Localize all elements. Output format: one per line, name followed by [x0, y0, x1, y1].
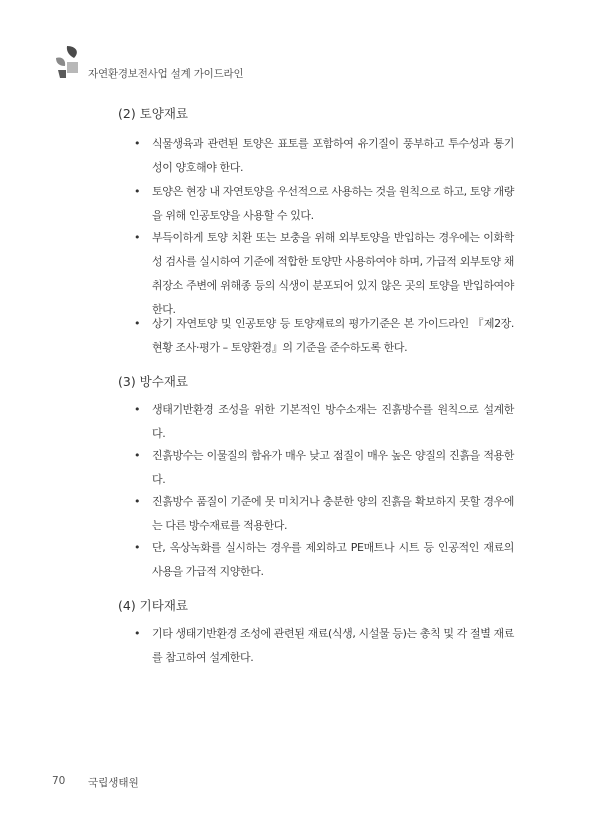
leaf-logo-icon [54, 44, 84, 80]
bullet-icon: • [134, 185, 141, 198]
list-item [134, 226, 514, 322]
header-title: 자연환경보전사업 설계 가이드라인 [88, 68, 244, 80]
bullet-icon: • [134, 403, 141, 416]
footer-organization: 국립생태원 [88, 777, 139, 789]
bullet-icon: • [134, 317, 141, 330]
bullet-text: 식물생육과 관련된 토양은 표토를 포함하여 유기질이 풍부하고 투수성과 통기성이 양호해야 한다. [152, 137, 514, 174]
bullet-icon: • [134, 495, 141, 508]
bullet-text: 토양은 현장 내 자연토양을 우선적으로 사용하는 것을 원칙으로 하고, 토양 개량을 위해 인공토양을 사용할 수 있다. [152, 185, 514, 222]
list-item [134, 444, 514, 492]
bullet-text: 부득이하게 토양 치환 또는 보충을 위해 외부토양을 반입하는 경우에는 이화학성 검사를 실시하여 기준에 적합한 토양만 사용하여야 하며, 가급적 외부토양 채취장소 주변에 위해종 등의 식생이 분포되어 있지 않은 곳의 토양을 반입하여야 한다. [152, 231, 514, 316]
bullet-text: 단, 옥상녹화를 실시하는 경우를 제외하고 PE매트나 시트 등 인공적인 재료의 사용을 가급적 지양한다. [152, 541, 514, 578]
bullet-icon: • [134, 449, 141, 462]
list-item [134, 180, 514, 228]
bullet-text: 기타 생태기반환경 조성에 관련된 재료(식생, 시설물 등)는 총칙 및 각 절별 재료를 참고하여 설계한다. [152, 627, 514, 664]
list-item [134, 536, 514, 584]
section-heading: (3) 방수재료 [118, 374, 188, 389]
bullet-text: 생태기반환경 조성을 위한 기본적인 방수소재는 진흙방수를 원칙으로 설계한다. [152, 403, 514, 440]
bullet-text: 진흙방수 품질이 기준에 못 미치거나 충분한 양의 진흙을 확보하지 못할 경우에는 다른 방수재료를 적용한다. [152, 495, 514, 532]
page-number: 70 [52, 775, 66, 787]
bullet-icon: • [134, 627, 141, 640]
section-heading: (4) 기타재료 [118, 598, 188, 613]
list-item [134, 490, 514, 538]
list-item [134, 622, 514, 670]
bullet-icon: • [134, 541, 141, 554]
section-heading: (2) 토양재료 [118, 106, 188, 121]
bullet-text: 상기 자연토양 및 인공토양 등 토양재료의 평가기준은 본 가이드라인 『제2장. 현황 조사·평가 – 토양환경』의 기준을 준수하도록 한다. [152, 317, 514, 354]
list-item [134, 398, 514, 446]
list-item [134, 312, 514, 360]
bullet-text: 진흙방수는 이물질의 함유가 매우 낮고 점질이 매우 높은 양질의 진흙을 적용한다. [152, 449, 514, 486]
bullet-icon: • [134, 137, 141, 150]
bullet-icon: • [134, 231, 141, 244]
list-item [134, 132, 514, 180]
